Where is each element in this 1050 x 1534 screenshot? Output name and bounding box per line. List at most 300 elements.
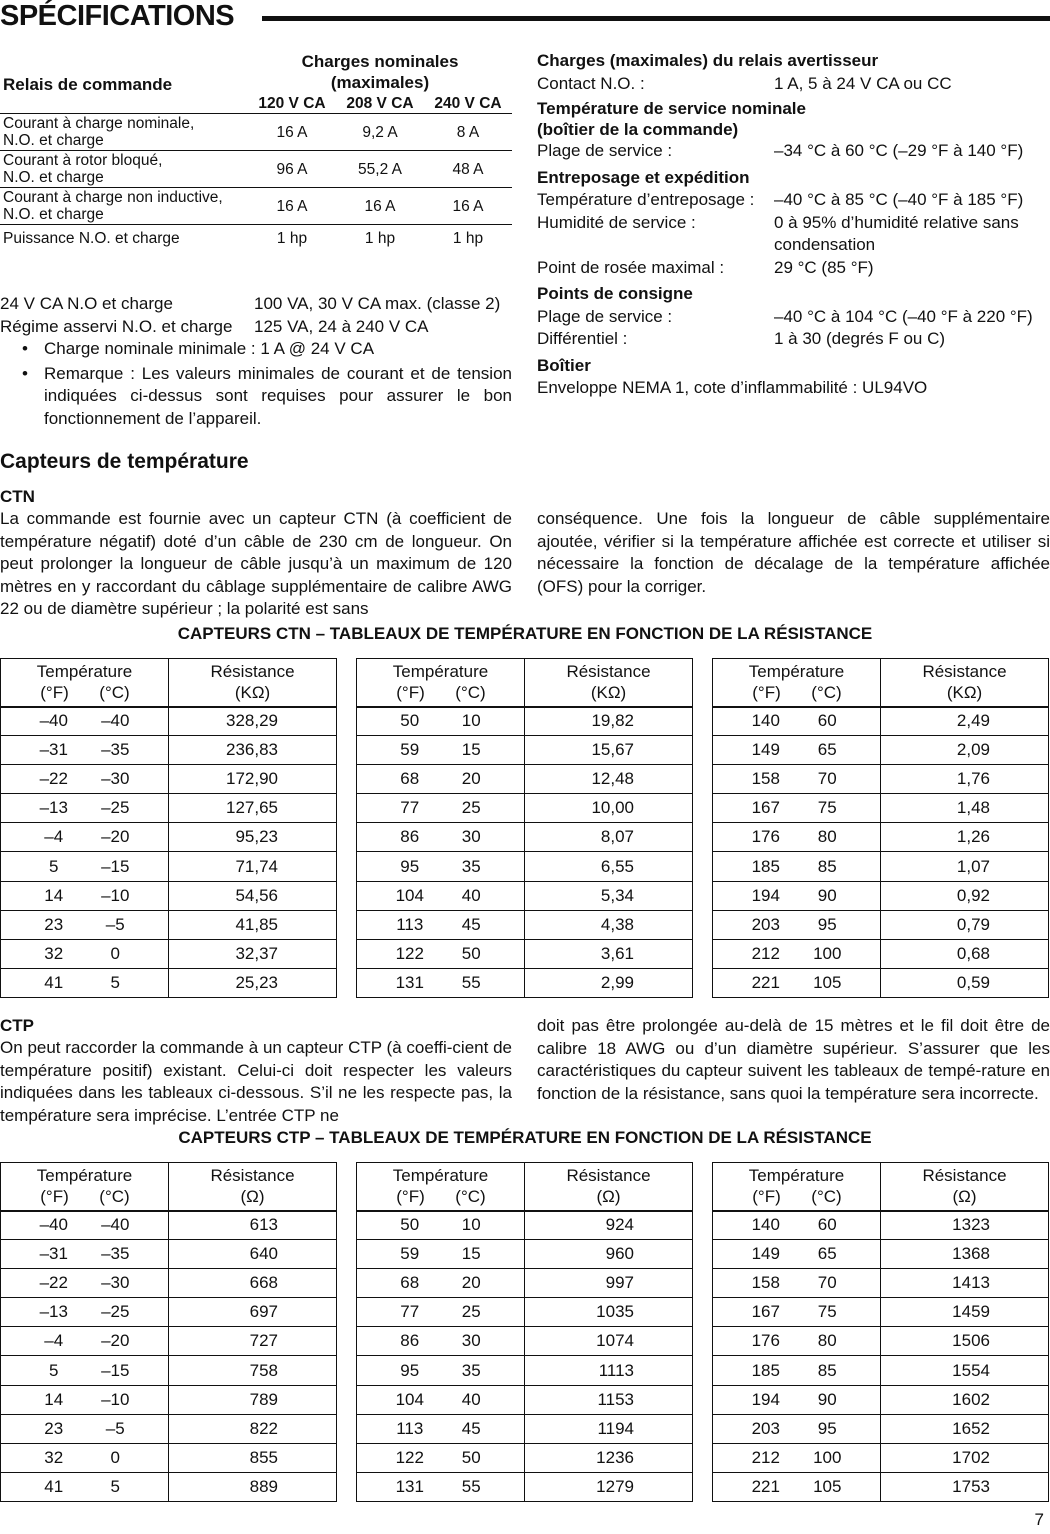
relay-row-label: Courant à charge non inductive, N.O. et charge (0, 188, 248, 225)
relay-value: 55,2 A (336, 151, 424, 188)
table-row (357, 736, 693, 765)
temp-c-cell: 100 (797, 1443, 881, 1472)
temp-f-cell: 41 (1, 968, 85, 997)
temp-c-cell: 35 (441, 1356, 525, 1385)
spec-key: Différentiel : (537, 329, 628, 348)
resistance-cell: 95,23 (169, 823, 337, 852)
ctp-caption: CAPTEURS CTP – TABLEAUX DE TEMPÉRATURE EN FONCTION DE LA RÉSISTANCE (178, 1128, 872, 1147)
temp-c-cell: 80 (797, 823, 881, 852)
temp-f-cell: 5 (1, 1356, 85, 1385)
table-row (713, 794, 1049, 823)
resistance-cell: 0,79 (881, 910, 1049, 939)
temp-c-cell: –5 (85, 910, 169, 939)
bullet-item: • Charge nominale minimale : 1 A @ 24 V CA (0, 338, 512, 361)
alarm-heading: Charges (maximales) du relais avertisseur (537, 51, 879, 70)
temp-f-cell: 203 (713, 910, 797, 939)
relay-value: 96 A (248, 151, 336, 188)
bullet-item: • Remarque : Les valeurs minimales de courant et de tension indiquées ci-dessus sont requises pour assurer le bon fonctionnement de l’appareil. (0, 363, 512, 431)
table-row (1, 1443, 337, 1472)
temp-f-cell: 50 (357, 707, 441, 736)
table-row (713, 1356, 1049, 1385)
resistance-cell: 855 (169, 1443, 337, 1472)
temp-f-cell: 41 (1, 1472, 85, 1501)
relay-value: 48 A (424, 151, 512, 188)
temp-header: Température (°F) (°C) (713, 1163, 881, 1211)
temp-f-cell: 5 (1, 852, 85, 881)
table-row (713, 852, 1049, 881)
relay-row (0, 225, 512, 253)
temp-c-cell: 70 (797, 1269, 881, 1298)
temp-f-cell: 149 (713, 1240, 797, 1269)
spec-key: Humidité de service : (537, 212, 696, 232)
temp-c-cell: 75 (797, 1298, 881, 1327)
table-row (1, 1472, 337, 1501)
relay-row-label: Courant à charge nominale, N.O. et charge (0, 114, 248, 151)
temp-c-cell: 90 (797, 881, 881, 910)
table-row (1, 1211, 337, 1240)
table-row (713, 1269, 1049, 1298)
temp-f-cell: 113 (357, 910, 441, 939)
resistance-cell: 1459 (881, 1298, 1049, 1327)
relay-row (0, 151, 512, 188)
temp-heading: Température de service nominale (boîtier de la commande) (537, 99, 806, 139)
temp-c-cell: –35 (85, 736, 169, 765)
resistance-cell: 71,74 (169, 852, 337, 881)
temp-c-cell: 65 (797, 1240, 881, 1269)
temp-f-cell: 50 (357, 1211, 441, 1240)
spec-value: 0 à 95% d’humidité relative sans condensation (774, 212, 1019, 254)
temp-f-cell: 158 (713, 1269, 797, 1298)
resistance-cell: 924 (525, 1211, 693, 1240)
resistance-cell: 613 (169, 1211, 337, 1240)
relay-table (0, 50, 512, 252)
temp-f-cell: 32 (1, 1443, 85, 1472)
table-row (713, 1414, 1049, 1443)
temp-f-cell: –22 (1, 1269, 85, 1298)
resistance-cell: 15,67 (525, 736, 693, 765)
relay-row (0, 114, 512, 151)
table-row (1, 765, 337, 794)
note-value: 125 VA, 24 à 240 V CA (254, 316, 429, 336)
temp-f-cell: 104 (357, 881, 441, 910)
table-row (1, 707, 337, 736)
table-row (713, 765, 1049, 794)
resistance-cell: 3,61 (525, 939, 693, 968)
resistance-cell: 1554 (881, 1356, 1049, 1385)
temp-f-cell: 14 (1, 1385, 85, 1414)
temp-header: Température (°F) (°C) (713, 659, 881, 707)
title-rule (262, 16, 1050, 21)
ctn-table (712, 658, 1049, 998)
voltage-header: 120 V CA (248, 94, 336, 114)
temp-c-cell: –20 (85, 1327, 169, 1356)
table-row (1, 1298, 337, 1327)
relay-value: 16 A (248, 114, 336, 151)
temp-c-cell: –35 (85, 1240, 169, 1269)
temp-c-cell: 75 (797, 794, 881, 823)
temp-f-cell: 167 (713, 794, 797, 823)
temp-c-cell: 45 (441, 910, 525, 939)
temp-c-cell: 95 (797, 910, 881, 939)
temp-c-cell: –10 (85, 1385, 169, 1414)
temp-f-cell: 68 (357, 1269, 441, 1298)
table-row (357, 1298, 693, 1327)
temp-c-cell: 10 (441, 707, 525, 736)
temp-c-cell: 20 (441, 765, 525, 794)
temp-c-cell: 25 (441, 794, 525, 823)
temp-f-cell: 131 (357, 1472, 441, 1501)
resistance-cell: 127,65 (169, 794, 337, 823)
temp-f-cell: 122 (357, 939, 441, 968)
ctp-table (712, 1162, 1049, 1502)
spec-key: Contact N.O. : (537, 73, 645, 93)
table-row (1, 852, 337, 881)
temp-f-cell: 131 (357, 968, 441, 997)
table-row (357, 1327, 693, 1356)
table-row (1, 736, 337, 765)
ctn-table (0, 658, 337, 998)
temp-f-cell: 158 (713, 765, 797, 794)
resistance-header: Résistance (Ω) (525, 1163, 693, 1211)
temp-f-cell: 194 (713, 1385, 797, 1414)
resistance-cell: 1,48 (881, 794, 1049, 823)
temp-c-cell: –40 (85, 707, 169, 736)
temp-c-cell: –25 (85, 794, 169, 823)
note-key: 24 V CA N.O et charge (0, 294, 173, 313)
resistance-cell: 6,55 (525, 852, 693, 881)
temp-f-cell: 212 (713, 939, 797, 968)
temp-f-cell: 77 (357, 1298, 441, 1327)
temp-f-cell: 212 (713, 1443, 797, 1472)
table-row (713, 1443, 1049, 1472)
table-row (357, 1443, 693, 1472)
temp-f-cell: 149 (713, 736, 797, 765)
table-row (713, 1385, 1049, 1414)
resistance-cell: 1035 (525, 1298, 693, 1327)
resistance-cell: 1194 (525, 1414, 693, 1443)
temp-f-cell: 113 (357, 1414, 441, 1443)
temp-f-cell: 104 (357, 1385, 441, 1414)
ctn-heading: CTN (0, 487, 35, 506)
spec-value: 1 à 30 (degrés F ou C) (774, 329, 946, 348)
temp-c-cell: 95 (797, 1414, 881, 1443)
resistance-cell: 1279 (525, 1472, 693, 1501)
temp-c-cell: 105 (797, 968, 881, 997)
resistance-cell: 997 (525, 1269, 693, 1298)
table-row (357, 852, 693, 881)
spec-key: Plage de service : (537, 306, 673, 326)
temp-f-cell: 59 (357, 736, 441, 765)
voltage-header: 208 V CA (336, 94, 424, 114)
table-row (1, 1356, 337, 1385)
resistance-cell: 10,00 (525, 794, 693, 823)
resistance-cell: 1652 (881, 1414, 1049, 1443)
resistance-cell: 2,99 (525, 968, 693, 997)
table-row (1, 794, 337, 823)
temp-f-cell: 176 (713, 823, 797, 852)
temp-f-cell: –40 (1, 707, 85, 736)
temp-c-cell: 65 (797, 736, 881, 765)
resistance-cell: 668 (169, 1269, 337, 1298)
temp-c-cell: 30 (441, 1327, 525, 1356)
table-row (1, 910, 337, 939)
table-row (713, 881, 1049, 910)
resistance-cell: 328,29 (169, 707, 337, 736)
note-key: Régime asservi N.O. et charge (0, 316, 233, 336)
temp-f-cell: –13 (1, 1298, 85, 1327)
ctp-heading: CTP (0, 1016, 34, 1035)
temp-f-cell: 68 (357, 765, 441, 794)
temp-f-cell: 14 (1, 881, 85, 910)
resistance-cell: 889 (169, 1472, 337, 1501)
table-row (357, 794, 693, 823)
resistance-cell: 1323 (881, 1211, 1049, 1240)
temp-f-cell: 221 (713, 968, 797, 997)
box-heading: Boîtier (537, 355, 591, 375)
table-row (357, 968, 693, 997)
temp-c-cell: –40 (85, 1211, 169, 1240)
table-row (357, 1414, 693, 1443)
temp-c-cell: 100 (797, 939, 881, 968)
table-row (1, 1269, 337, 1298)
temp-f-cell: 77 (357, 794, 441, 823)
storage-heading: Entreposage et expédition (537, 167, 750, 187)
temp-c-cell: 40 (441, 1385, 525, 1414)
table-row (713, 1211, 1049, 1240)
relay-heading: Relais de commande (3, 75, 173, 94)
relay-value: 16 A (336, 188, 424, 225)
relay-value: 1 hp (452, 230, 484, 247)
table-row (713, 1298, 1049, 1327)
temp-c-cell: 40 (441, 881, 525, 910)
temp-c-cell: –30 (85, 1269, 169, 1298)
resistance-cell: 25,23 (169, 968, 337, 997)
table-row (357, 823, 693, 852)
page-title: SPÉCIFICATIONS (0, 0, 235, 32)
temp-c-cell: 10 (441, 1211, 525, 1240)
resistance-cell: 1413 (881, 1269, 1049, 1298)
resistance-cell: 2,49 (881, 707, 1049, 736)
temp-f-cell: –22 (1, 765, 85, 794)
ctp-text-right: doit pas être prolongée au-delà de 15 mètres et le fil doit être de calibre 18 AWG ou d’un diamètre supérieur. S’assurer que les caractéristiques du capteur suivent les tableaux de tempé-rature en fonction de la résistance, sans quoi la température sera incorrecte. (537, 1016, 1050, 1103)
table-row (713, 939, 1049, 968)
ctp-table (0, 1162, 337, 1502)
spec-value: –40 °C à 104 °C (–40 °F à 220 °F) (774, 306, 1033, 326)
relay-value: 16 A (248, 188, 336, 225)
temp-f-cell: 185 (713, 1356, 797, 1385)
temp-c-cell: 85 (797, 852, 881, 881)
table-row (357, 1356, 693, 1385)
table-row (713, 736, 1049, 765)
sensors-heading: Capteurs de température (0, 450, 249, 473)
temp-c-cell: –15 (85, 852, 169, 881)
temp-c-cell: 50 (441, 1443, 525, 1472)
temp-f-cell: 23 (1, 1414, 85, 1443)
temp-f-cell: –4 (1, 1327, 85, 1356)
temp-c-cell: –5 (85, 1414, 169, 1443)
voltage-header: 240 V CA (424, 94, 512, 114)
temp-f-cell: –4 (1, 823, 85, 852)
temp-c-cell: –25 (85, 1298, 169, 1327)
resistance-cell: 5,34 (525, 881, 693, 910)
temp-f-cell: 194 (713, 881, 797, 910)
resistance-cell: 697 (169, 1298, 337, 1327)
temp-c-cell: 5 (85, 1472, 169, 1501)
resistance-cell: 789 (169, 1385, 337, 1414)
temp-f-cell: 140 (713, 707, 797, 736)
relay-value: 1 hp (276, 230, 308, 247)
ctn-table (356, 658, 693, 998)
temp-c-cell: –15 (85, 1356, 169, 1385)
temp-c-cell: 5 (85, 968, 169, 997)
temp-c-cell: 20 (441, 1269, 525, 1298)
table-row (1, 1414, 337, 1443)
temp-f-cell: 122 (357, 1443, 441, 1472)
temp-c-cell: 0 (85, 1443, 169, 1472)
temp-f-cell: –40 (1, 1211, 85, 1240)
temp-c-cell: 0 (85, 939, 169, 968)
temp-f-cell: 95 (357, 1356, 441, 1385)
spec-key: Température d’entreposage : (537, 190, 755, 209)
temp-c-cell: 50 (441, 939, 525, 968)
temp-header: Température (°F) (°C) (1, 659, 169, 707)
relay-row (0, 188, 512, 225)
relay-row-label: Courant à rotor bloqué, N.O. et charge (0, 151, 248, 188)
temp-c-cell: 70 (797, 765, 881, 794)
temp-f-cell: 203 (713, 1414, 797, 1443)
table-row (357, 1472, 693, 1501)
resistance-cell: 727 (169, 1327, 337, 1356)
resistance-cell: 236,83 (169, 736, 337, 765)
ctp-text-left: On peut raccorder la commande à un capteur CTP (à coeffi-cient de température positif) existant. Celui-ci doit respecter les valeurs indiquées dans les tableaux ci-dessous. S’il ne les respecte pas, la température sera imprécise. L’entrée CTP ne (0, 1038, 512, 1125)
temp-f-cell: 86 (357, 823, 441, 852)
relay-row-label: Puissance N.O. et charge (3, 230, 180, 247)
resistance-cell: 0,68 (881, 939, 1049, 968)
temp-f-cell: 59 (357, 1240, 441, 1269)
table-row (713, 1472, 1049, 1501)
temp-c-cell: 80 (797, 1327, 881, 1356)
spec-value: –34 °C à 60 °C (–29 °F à 140 °F) (774, 141, 1024, 160)
temp-c-cell: 60 (797, 707, 881, 736)
note-value: 100 VA, 30 V CA max. (classe 2) (254, 294, 501, 313)
temp-f-cell: 23 (1, 910, 85, 939)
temp-c-cell: 45 (441, 1414, 525, 1443)
spec-value: 1 A, 5 à 24 V CA ou CC (774, 73, 952, 93)
temp-c-cell: 55 (441, 968, 525, 997)
spec-value: –40 °C à 85 °C (–40 °F à 185 °F) (774, 190, 1024, 209)
resistance-cell: 758 (169, 1356, 337, 1385)
resistance-cell: 41,85 (169, 910, 337, 939)
temp-f-cell: 32 (1, 939, 85, 968)
temp-c-cell: –10 (85, 881, 169, 910)
temp-c-cell: 85 (797, 1356, 881, 1385)
resistance-cell: 1,26 (881, 823, 1049, 852)
resistance-header: Résistance (Ω) (881, 1163, 1049, 1211)
page-number: 7 (1034, 1510, 1044, 1529)
resistance-cell: 1113 (525, 1356, 693, 1385)
table-row (713, 968, 1049, 997)
resistance-cell: 1753 (881, 1472, 1049, 1501)
temp-header: Température (°F) (°C) (357, 659, 525, 707)
table-row (1, 1327, 337, 1356)
temp-c-cell: 55 (441, 1472, 525, 1501)
resistance-cell: 0,92 (881, 881, 1049, 910)
spec-key: Plage de service : (537, 141, 673, 160)
temp-c-cell: 30 (441, 823, 525, 852)
resistance-cell: 0,59 (881, 968, 1049, 997)
table-row (1, 1240, 337, 1269)
resistance-cell: 1702 (881, 1443, 1049, 1472)
box-text: Enveloppe NEMA 1, cote d’inflammabilité : UL94VO (537, 378, 928, 397)
ctn-text-left: La commande est fournie avec un capteur CTN (à coefficient de température négatif) doté d’un câble de 230 cm de longueur. On peut prolonger la longueur de câble jusqu’à un maximum de 120 mètres en y raccordant du câblage supplémentaire de calibre AWG 22 ou de diamètre supérieur ; la polarité est sans (0, 509, 512, 618)
temp-c-cell: 15 (441, 736, 525, 765)
table-row (713, 707, 1049, 736)
resistance-cell: 1074 (525, 1327, 693, 1356)
resistance-header: Résistance (KΩ) (881, 659, 1049, 707)
resistance-cell: 822 (169, 1414, 337, 1443)
temp-c-cell: 105 (797, 1472, 881, 1501)
resistance-cell: 8,07 (525, 823, 693, 852)
setpoints-heading: Points de consigne (537, 284, 693, 303)
temp-f-cell: –13 (1, 794, 85, 823)
table-row (1, 823, 337, 852)
resistance-cell: 1368 (881, 1240, 1049, 1269)
resistance-cell: 2,09 (881, 736, 1049, 765)
table-row (713, 910, 1049, 939)
resistance-cell: 1,76 (881, 765, 1049, 794)
relay-value: 8 A (424, 114, 512, 151)
temp-c-cell: 35 (441, 852, 525, 881)
resistance-cell: 1153 (525, 1385, 693, 1414)
temp-f-cell: 185 (713, 852, 797, 881)
table-row (357, 1240, 693, 1269)
temp-f-cell: 86 (357, 1327, 441, 1356)
spec-value: 29 °C (85 °F) (774, 257, 874, 277)
resistance-header: Résistance (KΩ) (169, 659, 337, 707)
table-row (1, 968, 337, 997)
temp-f-cell: 176 (713, 1327, 797, 1356)
temp-c-cell: 60 (797, 1211, 881, 1240)
table-row (713, 1327, 1049, 1356)
specs-right-column (537, 50, 1050, 400)
resistance-cell: 32,37 (169, 939, 337, 968)
temp-f-cell: 95 (357, 852, 441, 881)
temp-header: Température (°F) (°C) (357, 1163, 525, 1211)
relay-notes (0, 293, 512, 430)
resistance-cell: 1506 (881, 1327, 1049, 1356)
table-row (357, 910, 693, 939)
table-row (357, 939, 693, 968)
temp-f-cell: 221 (713, 1472, 797, 1501)
relay-value: 9,2 A (336, 114, 424, 151)
resistance-header: Résistance (KΩ) (525, 659, 693, 707)
temp-f-cell: 140 (713, 1211, 797, 1240)
resistance-cell: 1236 (525, 1443, 693, 1472)
resistance-cell: 19,82 (525, 707, 693, 736)
temp-c-cell: 15 (441, 1240, 525, 1269)
table-row (357, 765, 693, 794)
table-row (1, 1385, 337, 1414)
relay-value: 16 A (424, 188, 512, 225)
temp-f-cell: –31 (1, 1240, 85, 1269)
ctp-table (356, 1162, 693, 1502)
spec-key: Point de rosée maximal : (537, 257, 725, 277)
resistance-cell: 640 (169, 1240, 337, 1269)
table-row (357, 881, 693, 910)
table-row (357, 1269, 693, 1298)
temp-f-cell: 167 (713, 1298, 797, 1327)
resistance-header: Résistance (Ω) (169, 1163, 337, 1211)
